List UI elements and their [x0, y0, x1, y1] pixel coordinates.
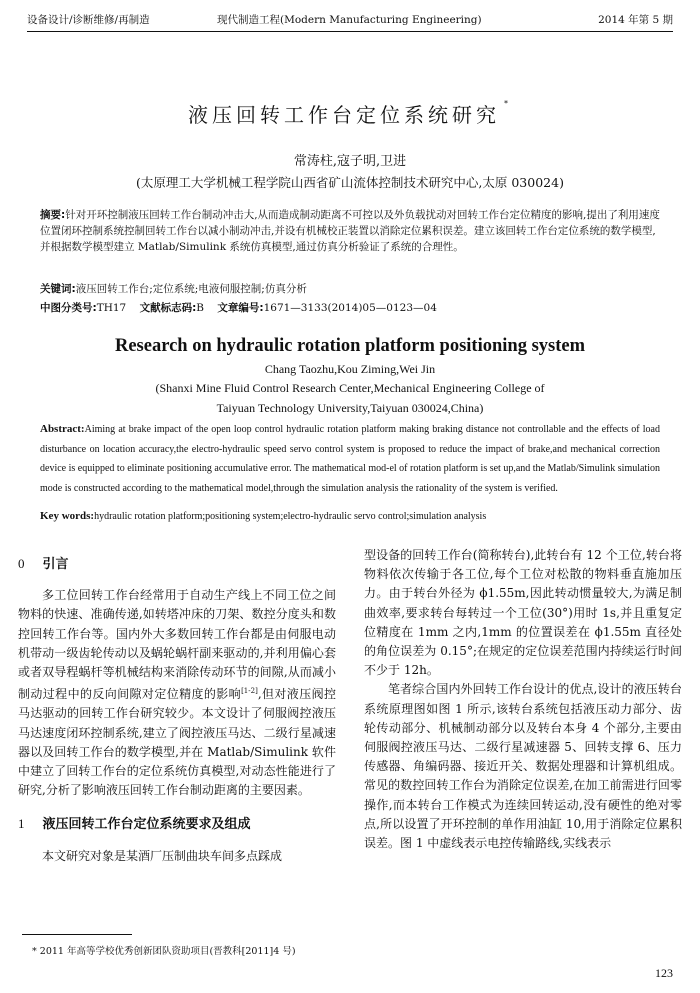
section1-paragraph-start: 本文研究对象是某酒厂压制曲块车间多点踩成	[42, 848, 283, 863]
abstract-en-label: Abstract:	[40, 423, 85, 435]
section-heading-1	[18, 814, 336, 834]
section1-paragraph-continued: 型设备的回转工作台(简称转台),此转台有 12 个工位,转台将物料依次传输于各工位,每个工位对松散的物料垂直施加压力。由于转台外径为 ϕ1.55m,因此转动惯量较大,为满足制曲效率,要求转台每转过一个工位(30°)用时 1s,并且重复定位精度在 1mm 之内,1mm 的位置误差在 ϕ1.55m 直径处的角位误差为 0.15°;在规定的定位误差范围内持续运行时间不少于 12h。	[364, 548, 682, 678]
section1-paragraph-2: 笔者综合国内外回转工作台设计的优点,设计的液压转台系统原理图如图 1 所示,该转台系统包括液压动力部分、齿轮传动部分、机械制动部分以及转台本身 4 个部分,主要由伺服阀控液压马达、二级行星减速器 5、回转支撑 6、压力传感器、角编码器、接近开关、数据处理器和计算机组成。常见的数控回转工作台为消除定位误差,在加工前需进行回零操作,而本转台工作模式为连续回转运动,没有硬性的绝对零点,所以设置了开环控制的单作用油缸 10,用于消除定位累积误差。图 1 中虚线表示电控传输路线,实线表示	[364, 682, 682, 851]
keywords-cn-text: 液压回转工作台;定位系统;电液伺服控制;仿真分析	[75, 283, 307, 295]
keywords-cn	[40, 281, 660, 296]
section-title: 引言	[42, 557, 69, 572]
section-number: 0	[18, 556, 25, 571]
footnote-rule	[22, 934, 132, 935]
authors-cn: 常涛柱,寇子明,卫进	[293, 154, 407, 169]
keywords-en-text: hydraulic rotation platform;positioning system;electro-hydraulic servo control;simulation analysis	[94, 511, 487, 522]
abstract-cn-label: 摘要:	[40, 209, 66, 221]
citation-ref: [1-2]	[241, 687, 258, 696]
keywords-en	[40, 510, 660, 522]
intro-text-before-ref: 多工位回转工作台经常用于自动生产线上不同工位之间物料的快速、准确传递,如转塔冲床的刀架、数控分度头和数控回转工作台等。国内外大多数回转工作台都是由伺服电动机带动一级齿轮传动以及蜗轮蜗杆副来驱动的,并利用偏心套或者双导程蜗杆等机械结构来消除传动环节的间隙,从而减小制动过程中的反向间隙对定位精度的影响	[18, 588, 336, 702]
body-column-left	[18, 550, 336, 866]
abstract-en-text: Aiming at brake impact of the open loop control hydraulic rotation platform making braking distance not controllable and the effects of load disturbance on location accuracy,the electro-hydraulic speed servo control system is proposed to reduce the impact of brake,and mechanical correction device is equipped to eliminate positioning accumulative error. The mathematical mod-el of rotation platform is set up,and the Matlab/Simulink simulation mode is constructed according to the mathematical model,through the simulation analysis the rationality of the system is verified.	[40, 424, 660, 494]
header-journal-name: 现代制造工程(Modern Manufacturing Engineering)	[217, 14, 482, 26]
paper-title-cn-text: 液压回转工作台定位系统研究	[188, 103, 500, 127]
abstract-cn	[40, 207, 660, 255]
intro-paragraph	[18, 586, 336, 800]
header-issue: 2014 年第 5 期	[598, 14, 673, 26]
affiliation-en-line1: (Shanxi Mine Fluid Control Research Center,Mechanical Engineering College of	[155, 381, 545, 395]
abstract-cn-text: 针对开环控制液压回转工作台制动冲击大,从而造成制动距离不可控以及外负载扰动对回转工作台定位精度的影响,提出了利用速度位置闭环控制系统控制回转工作台以减小制动冲击,并设有机械校正装置以消除定位累积误差。建立该回转工作台定位系统的数学模型,并根据数学模型建立 Matlab/Simulink 系统仿真模型,通过仿真分析验证了系统的合理性。	[40, 209, 660, 253]
article-id-label: 文章编号:	[217, 302, 264, 314]
article-id-value: 1671—3133(2014)05—0123—04	[263, 302, 437, 314]
keywords-en-label: Key words:	[40, 510, 95, 522]
keywords-cn-label: 关键词:	[40, 283, 76, 295]
header-rule	[27, 31, 673, 32]
authors-en: Chang Taozhu,Kou Ziming,Wei Jin	[264, 362, 436, 376]
section-heading-0	[18, 554, 336, 574]
affiliation-cn: (太原理工大学机械工程学院山西省矿山流体控制技术研究中心,太原 030024)	[136, 175, 564, 190]
doc-code-label: 文献标志码:	[139, 302, 197, 314]
clc-value: TH17	[96, 302, 127, 314]
doc-code-value: B	[196, 302, 205, 314]
classification-cn	[40, 300, 660, 315]
funding-footnote: * 2011 年高等学校优秀创新团队资助项目(晋教科[2011]4 号)	[32, 946, 296, 957]
paper-title-en: Research on hydraulic rotation platform positioning system	[114, 336, 586, 356]
paper-title-cn	[0, 99, 700, 128]
section-number: 1	[18, 816, 25, 832]
title-footnote-mark: *	[504, 99, 512, 108]
header-section-label: 设备设计/诊断维修/再制造	[27, 14, 150, 26]
page-number: 123	[655, 966, 673, 980]
abstract-en	[40, 420, 660, 498]
section-title: 液压回转工作台定位系统要求及组成	[42, 817, 251, 833]
body-column-right	[364, 546, 682, 853]
clc-label: 中图分类号:	[40, 302, 97, 314]
intro-text-after-ref: ,但对液压阀控马达驱动的回转工作台研究较少。本文设计了伺服阀控液压马达速度闭环控制系统,建立了阀控液压马达、二级行星减速器以及回转工作台的数学模型,并在 Matlab/Simulink 软件中建立了回转工作台的定位系统仿真模型,对动态性能进行了研究,分析了影响液压回转工作台制动距离的主要因素。	[18, 687, 336, 798]
affiliation-en-line2: Taiyuan Technology University,Taiyuan 030024,China)	[216, 401, 484, 415]
running-header	[27, 10, 673, 28]
